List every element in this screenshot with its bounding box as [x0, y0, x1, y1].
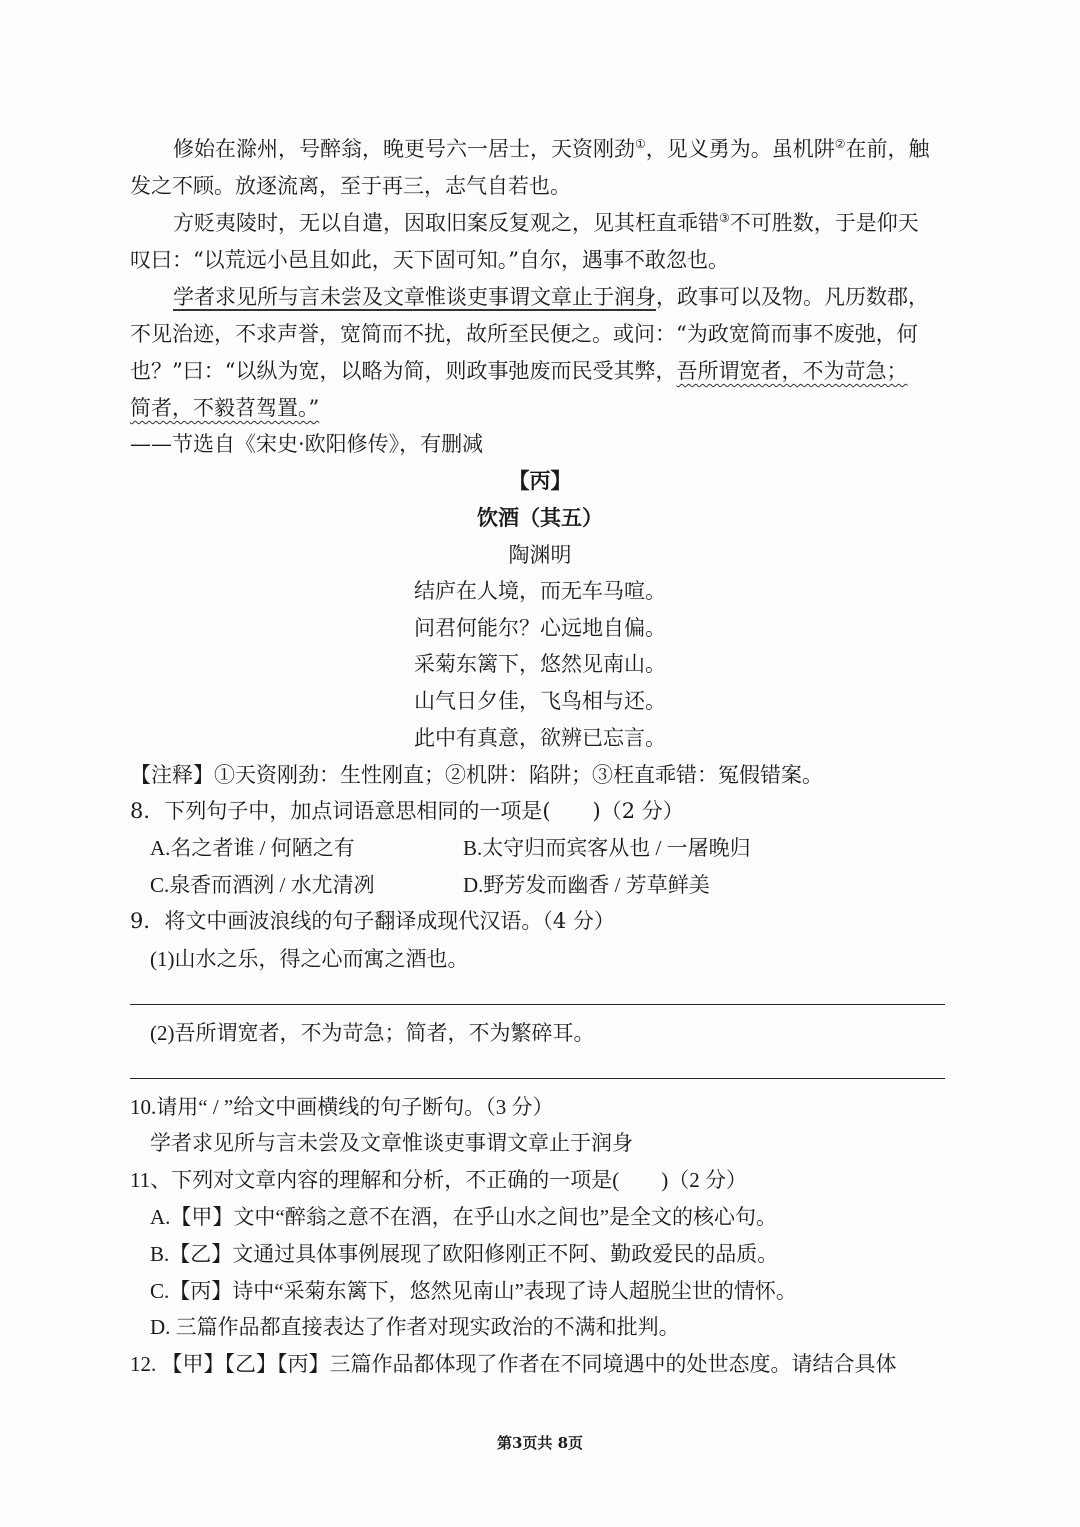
q8-option-c[interactable]: C.泉香而酒洌 / 水尤清冽 — [150, 873, 375, 897]
poem-line: 山气日夕佳，飞鸟相与还。 — [414, 689, 666, 713]
bing-heading: 【丙】 — [508, 468, 572, 493]
poem-line: 此中有真意，欲辨已忘言。 — [414, 726, 666, 750]
yi-p2-line2: 叹曰：“以荒远小邑且如此，天下固可知。”自尔，遇事不敢忽也。 — [130, 248, 729, 272]
answer-line-2[interactable] — [130, 1078, 945, 1079]
q11-option-b[interactable]: B.【乙】文通过具体事例展现了欧阳修刚正不阿、勤政爱民的品质。 — [150, 1242, 779, 1266]
q11-stem: 11、下列对文章内容的理解和分析，不正确的一项是( )（2 分） — [130, 1168, 747, 1192]
q8-option-a[interactable]: A.名之者谁 / 何陋之有 — [150, 836, 355, 860]
q8-option-b[interactable]: B.太守归而宾客从也 / 一屠晚归 — [463, 836, 751, 860]
poem-line: 结庐在人境，而无车马喧。 — [414, 579, 666, 603]
q11-option-a[interactable]: A.【甲】文中“醉翁之意不在酒，在乎山水之间也”是全文的核心句。 — [150, 1205, 778, 1229]
yi-p3-line4 — [130, 393, 319, 423]
poem-line: 问君何能尔？心远地自偏。 — [414, 616, 666, 640]
answer-line-1[interactable] — [130, 1004, 945, 1005]
yi-p3-line2: 不见治迹，不求声誉，宽简而不扰，故所至民便之。或问：“为政宽简而事不废弛，何 — [130, 322, 918, 346]
poem-author: 陶渊明 — [508, 543, 572, 567]
source-note: ——节选自《宋史·欧阳修传》，有删减 — [130, 432, 484, 456]
yi-p3-line1: 学者求见所与言未尝及文章惟谈吏事谓文章止于润身，政事可以及物。凡历数郡， — [173, 285, 929, 309]
yi-p1-line2: 发之不顾。放逐流离，至于再三，志气自若也。 — [130, 174, 571, 198]
annotation-notes: 【注释】①天资刚劲：生性刚直；②机阱：陷阱；③枉直乖错：冤假错案。 — [130, 763, 823, 787]
q9-sentence-2: (2)吾所谓宽者，不为苛急；简者，不为繁碎耳。 — [150, 1021, 595, 1045]
wavy-sentence-part1: 吾所谓宽者，不为苛急； — [676, 359, 908, 383]
yi-p1-line1: 修始在滁州，号醉翁，晚更号六一居士，天资刚劲①，见义勇为。虽机阱②在前，触 — [173, 137, 930, 161]
poem-title: 饮酒（其五） — [477, 505, 603, 530]
q12-stem: 12. 【甲】【乙】【丙】三篇作品都体现了作者在不同境遇中的处世态度。请结合具体 — [130, 1352, 897, 1376]
underlined-sentence: 学者求见所与言未尝及文章惟谈吏事谓文章止于润身 — [173, 285, 656, 309]
q9-stem: 9．将文中画波浪线的句子翻译成现代汉语。（4 分） — [130, 909, 615, 933]
wavy-sentence-part2: 简者，不毅苕驾置。” — [130, 396, 320, 420]
yi-p3-line3: 也？”曰：“以纵为宽，以略为简，则政事弛废而民受其弊，吾所谓宽者，不为苛急； — [130, 359, 908, 383]
q10-stem: 10.请用“ / ”给文中画横线的句子断句。（3 分） — [130, 1095, 554, 1119]
poem-line: 采菊东篱下，悠然见南山。 — [414, 652, 666, 676]
q11-option-c[interactable]: C.【丙】诗中“采菊东篱下，悠然见南山”表现了诗人超脱尘世的情怀。 — [150, 1279, 797, 1303]
q8-stem: 8．下列句子中，加点词语意思相同的一项是( )（2 分） — [130, 799, 684, 823]
q10-sentence: 学者求见所与言未尝及文章惟谈吏事谓文章止于润身 — [150, 1131, 633, 1155]
q9-sentence-1: (1)山水之乐，得之心而寓之酒也。 — [150, 947, 469, 971]
q8-option-d[interactable]: D.野芳发而幽香 / 芳草鲜美 — [463, 873, 710, 897]
q11-option-d[interactable]: D. 三篇作品都直接表达了作者对现实政治的不满和批判。 — [150, 1315, 680, 1339]
yi-p2-line1: 方贬夷陵时，无以自遣，因取旧案反复观之，见其枉直乖错③不可胜数，于是仰天 — [173, 211, 919, 235]
page-number: 第3页共 8页 — [496, 1434, 584, 1452]
